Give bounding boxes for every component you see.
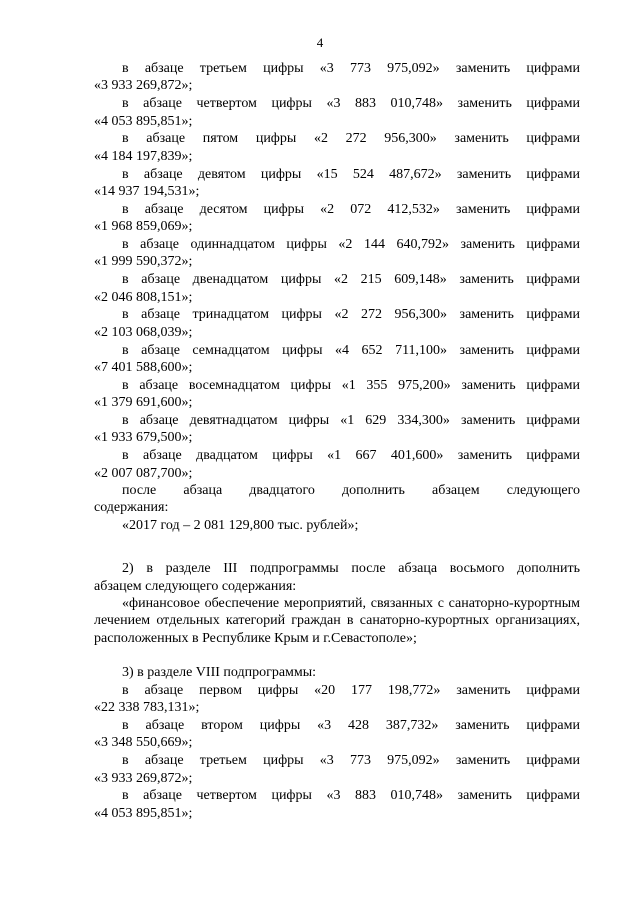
amendment-item: [94, 682, 580, 717]
amendment-new-value: «1 968 859,069»;: [94, 219, 193, 235]
amendment-item: [94, 717, 580, 752]
amendment-line: в абзаце четвертом цифры «3 883 010,748» заменить цифрами: [122, 788, 580, 804]
amendment-item: [94, 412, 580, 447]
amendment-new-value: «1 379 691,600»;: [94, 395, 193, 411]
amendment-new-value: «4 184 197,839»;: [94, 148, 193, 164]
section-2-line: 2) в разделе III подпрограммы после абзаца восьмого дополнить: [122, 561, 580, 577]
amendment-line: в абзаце семнадцатом цифры «4 652 711,100» заменить цифрами: [122, 342, 580, 358]
amendment-item: [94, 306, 580, 341]
amendment-new-value: «1 999 590,372»;: [94, 254, 193, 270]
amendment-item: [94, 271, 580, 306]
amendment-item: [94, 236, 580, 271]
after-paragraph-line: после абзаца двадцатого дополнить абзацем следующего: [122, 483, 580, 499]
amendment-new-value: «22 338 783,131»;: [94, 700, 200, 716]
amendment-line: в абзаце первом цифры «20 177 198,772» заменить цифрами: [122, 682, 580, 698]
amendment-new-value: «2 103 068,039»;: [94, 324, 193, 340]
amendment-line: в абзаце третьем цифры «3 773 975,092» заменить цифрами: [122, 753, 580, 769]
amendment-line: в абзаце девятнадцатом цифры «1 629 334,300» заменить цифрами: [122, 413, 580, 429]
amendment-line: в абзаце двенадцатом цифры «2 215 609,148» заменить цифрами: [122, 272, 580, 288]
amendment-new-value: «3 933 269,872»;: [94, 770, 193, 786]
section-3: [94, 664, 580, 822]
amendment-line: в абзаце восемнадцатом цифры «1 355 975,200» заменить цифрами: [122, 377, 580, 393]
amendment-new-value: «1 933 679,500»;: [94, 430, 193, 446]
after-paragraph-item: [94, 482, 580, 534]
amendment-line: в абзаце десятом цифры «2 072 412,532» заменить цифрами: [122, 201, 580, 217]
amendment-item: [94, 342, 580, 377]
amendment-item: [94, 166, 580, 201]
after-paragraph-continuation: содержания:: [94, 500, 169, 516]
amendment-line: в абзаце одиннадцатом цифры «2 144 640,792» заменить цифрами: [122, 237, 580, 253]
amendment-line: в абзаце пятом цифры «2 272 956,300» заменить цифрами: [122, 131, 580, 147]
amendment-new-value: «4 053 895,851»;: [94, 113, 193, 129]
amendment-item: [94, 95, 580, 130]
amendment-new-value: «2 007 087,700»;: [94, 465, 193, 481]
page-number: 4: [316, 35, 324, 50]
amendment-item: [94, 60, 580, 95]
amendment-line: в абзаце двадцатом цифры «1 667 401,600» заменить цифрами: [122, 448, 580, 464]
amendment-line: в абзаце третьем цифры «3 773 975,092» заменить цифрами: [122, 61, 580, 76]
amendment-item: [94, 752, 580, 787]
amendment-item: [94, 447, 580, 482]
amendment-new-value: «2 046 808,151»;: [94, 289, 193, 305]
amendment-line: в абзаце тринадцатом цифры «2 272 956,300» заменить цифрами: [122, 307, 580, 323]
amendment-line: в абзаце втором цифры «3 428 387,732» заменить цифрами: [122, 717, 580, 733]
section-2-quote: «финансовое обеспечение мероприятий, связанных с санаторно-курортным лечением отдельных категорий граждан в санаторно-курортных организациях, расположенных в Республике Крым и г.Севастополе»;: [94, 596, 580, 646]
after-paragraph-quote: «2017 год – 2 081 129,800 тыс. рублей»;: [122, 517, 359, 533]
section-3-amendment-list: [94, 682, 580, 822]
amendment-line: в абзаце девятом цифры «15 524 487,672» заменить цифрами: [122, 166, 580, 182]
section-2-continuation: абзацем следующего содержания:: [94, 578, 297, 594]
amendment-item: [94, 201, 580, 236]
amendment-new-value: «7 401 588,600»;: [94, 360, 193, 376]
amendment-item: [94, 377, 580, 412]
section-2: [94, 560, 580, 647]
amendment-new-value: «14 937 194,531»;: [94, 184, 200, 200]
amendment-item: [94, 130, 580, 165]
amendment-new-value: «3 933 269,872»;: [94, 78, 193, 94]
amendment-new-value: «3 348 550,669»;: [94, 735, 193, 751]
amendment-new-value: «4 053 895,851»;: [94, 805, 193, 821]
amendment-item: [94, 787, 580, 822]
document-body: [94, 60, 580, 822]
section-3-heading: 3) в разделе VIII подпрограммы:: [122, 665, 317, 681]
amendment-line: в абзаце четвертом цифры «3 883 010,748» заменить цифрами: [122, 96, 580, 112]
amendment-list: [94, 60, 580, 482]
